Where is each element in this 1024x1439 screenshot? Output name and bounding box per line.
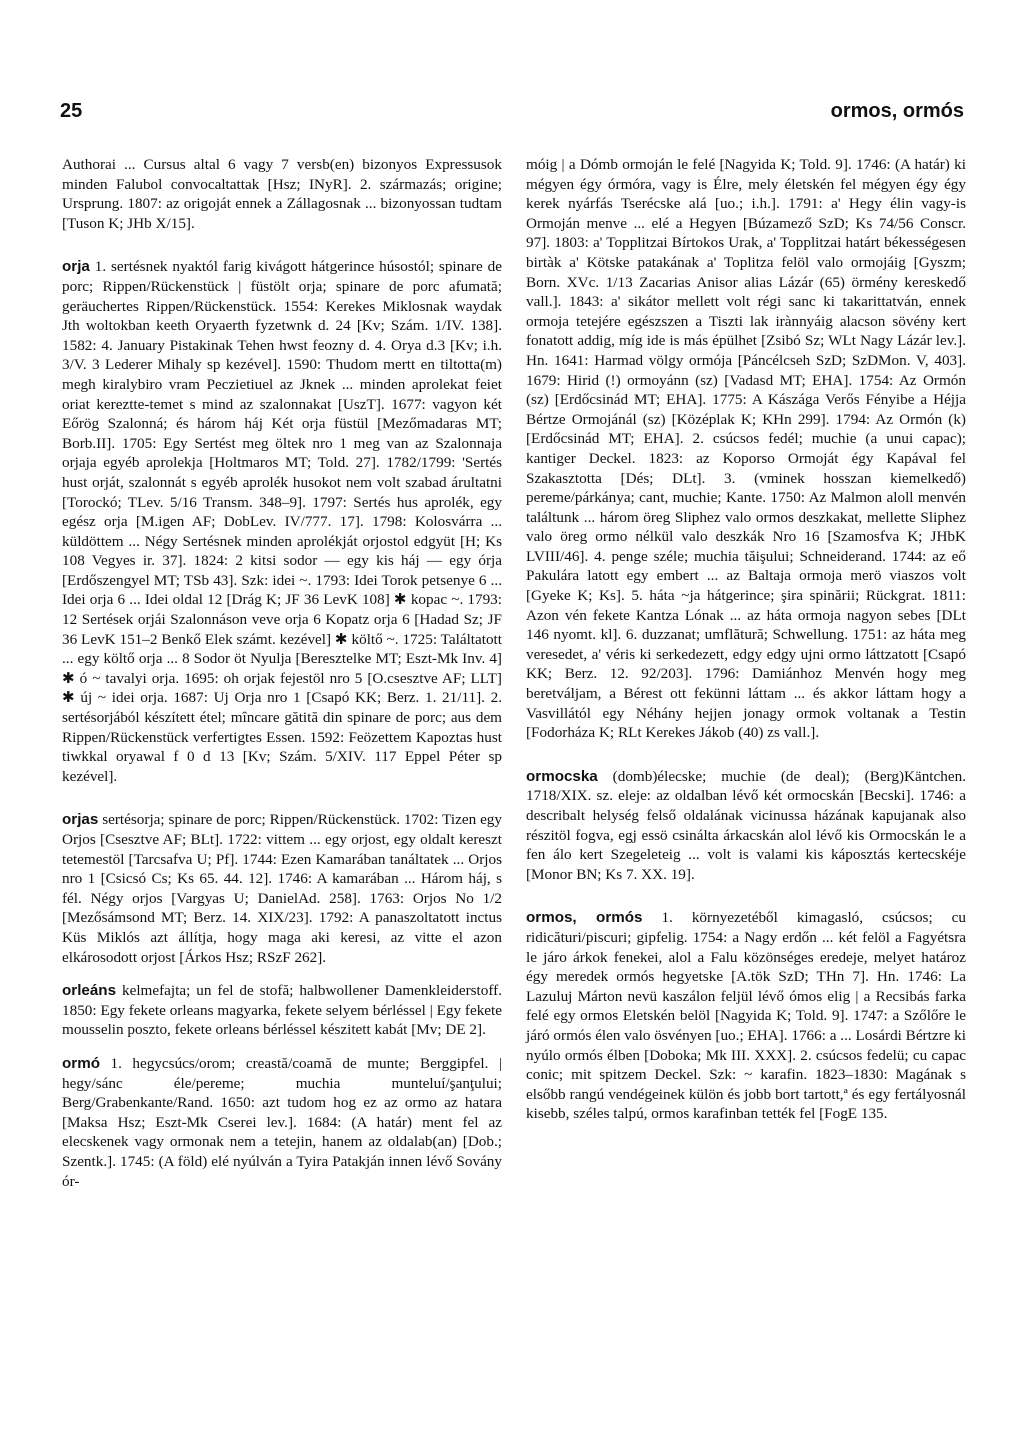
entry-text: 1. hegycsúcs/orom; creastă/coamă de munte; Berggipfel. | hegy/sánc éle/pereme; muchia munteluí/şanţului; Berg/Grabenkante/Rand. 1650: azt tudom hog ez az ormo az hatara [Maksa Hsz; Eszt-Mk Cserei lev.]. 1684: (A határ) ment fel az elecskenek vagy ormonak nem a tetejin, hanem az oldalab(an) [Dob.; Szentk.]. 1745: (A föld) elé nyúlván a Tyira Patakján innen lévő Sovány ór- — [62, 1054, 502, 1190]
entry-text: (domb)élecske; muchie (de deal); (Berg)Käntchen. 1718/XIX. sz. eleje: az oldalban lévő két ormocskán [Becski]. 1746: a describalt helység felső oldalának vicinussa házának kapujanak also részitöl fogva, egj essö csinálta árkacskán alol lévő kis Ormocskán le a fen álo kert Szegeleteig ... volt is valami kis káposztás kertecskéje [Monor BN; Ks 7. XX. 19]. — [526, 767, 966, 883]
entry-text: Authorai ... Cursus altal 6 vagy 7 versb(en) bizonyos Expressusok minden Falubol convocaltattak [Hsz; INyR]. 2. származás; origine; Ursprung. 1807: az origoját ennek a Zállagosnak ... bizonyossan tudtam [Tuson K; JHb X/15]. — [62, 156, 502, 232]
dictionary-entry — [62, 981, 502, 1040]
running-head: ormos, ormós — [830, 100, 964, 122]
dictionary-entry — [62, 257, 502, 786]
left-column — [62, 155, 502, 1205]
entry-headword: orleáns — [62, 982, 117, 1000]
entry-headword: orja — [62, 258, 90, 276]
entry-text: sertésorja; spinare de porc; Rippen/Rückenstück. 1702: Tizen egy Orjos [Csesztve AF; BLt]. 1722: vittem ... egy orjost, egy oldalt kereszt tetemestöl [Tarcsafva U; Pf]. 1744: Ezen Kamarában tanáltatek ... Orjos nro 1 [Csicsó Cs; Ks 65. 44. 12]. 1746: A kamarában ... Három háj, s fél. Négy orjos [Vargyas U; DanielAd. 258]. 1763: Orjos No 1/2 [Mezősámsond MT; Berz. 14. XIX/23]. 1792: A panaszoltatott inctus Küs Miklós azt állítja, hogy maga aki keresi, az vitte el azon elkárosodott orjost [Árkos Hsz; RSzF 262]. — [62, 811, 502, 966]
dictionary-entry — [526, 908, 966, 1124]
dictionary-entry — [526, 155, 966, 743]
right-column — [526, 155, 966, 1138]
entry-headword: ormó — [62, 1054, 100, 1072]
dictionary-entry — [62, 810, 502, 967]
dictionary-entry — [526, 767, 966, 885]
entry-headword: orjas — [62, 811, 99, 829]
entry-text: 1. környezetéből kimagasló, csúcsos; cu ridicături/piscuri; gipfelig. 1754: a Nagy erdőn ... két felöl a Fagyétsra le járo árkok fenekei, alol a Falu közönséges eredeje, melyet határoz égy meredek ormós hegyetske [A.tök SzD; THn 7]. Hn. 1746: La Lazuluj Márton nevü kaszálon feljül lévő ómos elig | a Recsibás farka felé egy ormos Eletskén belöl [Nagyida K; Told. 9]. 1747: a Szőlőre le járó ormós élen valo ösvényen [uo.; EHA]. 1766: a ... Losárdi Bértzre ki nyúlo ormós élben [Doboka; Mk III. XXX]. 2. csúcsos fedelü; cu capac conic; mit spitzem Deckel. Szk: ~ karafin. 1823–1830: Magának s elsőbb rangú vendégeinek külön és jobb bort tartott,ª és egy fertályosnál kisebb, széles talpú, ormos karafinban tették fel [FogE 135. — [526, 909, 966, 1123]
dictionary-entry — [62, 1054, 502, 1191]
entry-text: 1. sertésnek nyaktól farig kivágott hátgerince húsostól; spinare de porc; Rippen/Rückenstück | füstölt orja; spinare de porc afumată; geräuchertes Rippen/Rückenstück. 1554: Kerekes Miklosnak waydak Jth woltokban keeth Oryaerth fyzetwnk d. 24 [Kv; Szám. 1/IV. 138]. 1582: 4. January Pistakinak Tehen hwst feozny d. 4. Orya d.3 [Kv; i.h. 3/V. 3 Lederer Mihaly sp kezével]. 1590: Thudom mertt en tiltotta(m) megh kiralybiro vram Peczietiuel az Jknek ... minden aprolekat feiet oriat kereztte-temet s mind az szalonnakat [UszT]. 1677: vagyon két Eőrög Szalonná; és három háj Két orja füstül [Mezőmadaras MT; Borb.II]. 1705: Egy Sertést meg öltek nro 1 meg van az Szalonnaja orjaja egyéb aprolekja [Holtmaros MT; Told. 27]. 1782/1799: 'Sertés hust orját, szalonnát s egyéb aprolék husokot nem volt szabad árultatni [Torockó; TLev. 5/16 Transm. 348–9]. 1797: Sertés hus aprolék, egy egész orja [M.igen AF; DobLev. IV/777. 17]. 1798: Kolosvárra ... küldöttem ... Négy Sertésnek minden aprolékját orjostol edgyüt [H; Ks 108 Vegyes ir. 37]. 1824: 2 kitsi sodor — egy kis háj — egy órja [Erdőszengyel MT; TSb 43]. Szk: idei ~. 1793: Idei Torok petsenye 6 ... Idei orja 6 ... Idei oldal 12 [Drág K; JF 36 LevK 108] ✱ kopac ~. 1793: 12 Sertések orjái Szalonnáson veve orja 6 Kopatz orja 6 [Hadad Sz; JF 36 LevK 151–2 Benkő Elek számt. kezével] ✱ költő ~. 1725: Találtatott ... egy költő orja ... 8 Sodor öt Nyulja [Beresztelke MT; Eszt-Mk Inv. 4] ✱ ó ~ tavalyi orja. 1695: oh orjak fejestöl nro 5 [O.csesztve AF; LLT] ✱ új ~ idei orja. 1687: Uj Orja nro 1 [Csapó KK; Berz. 1. 21/11]. 2. sertésorjából készített étel; mîncare gătită din spinare de porc; aus dem Rippen/Rückenstück verfertigtes Essen. 1592: Feözettem Kapoztas hust tiwkkal oryawal f 0 d 13 [Kv; Szám. 5/XIV. 117 Eppel Péter sp kezével]. — [62, 258, 502, 785]
entry-headword: ormocska — [526, 767, 598, 785]
dictionary-entry — [62, 155, 502, 233]
entry-headword: ormos, ormós — [526, 909, 643, 927]
entry-text: móig | a Dómb ormoján le felé [Nagyida K; Told. 9]. 1746: (A határ) ki mégyen égy órmóra, vagy is Élre, mely életskén fel mégyen égy égy kerek nyárfás Tserécske alá [uo.; i.h.]. 1791: a' Hegy élin vagy-is Ormoján menve ... elé a Hegyen [Búzamező SzD; Ks 74/56 Conscr. 97]. 1803: a' Topplitzai Bírtokos Urak, a' Topplitzai határt békességesen birtàk a' Kötske patakának a' Toplitza felöl valo ormojáig [Gyszm; Born. XVc. 1/13 Zacarias Anisor alias Lázár (65) örmény kereskedő vall.]. 1843: a' sikátor mellett volt régi sanc ki takarittatván, ennek ormoja tetejére egészszen a Tiszti lak irànnyáig alacson sövény kert fonatott addig, míg ide is más épülhet [Zsibó Sz; WLt Nagy Lázár lev.]. Hn. 1641: Harmad völgy ormója [Páncélcseh SzD; SzDMon. V, 403]. 1679: Hirid (!) ormoyánn (sz) [Vadasd MT; EHA]. 1754: Az Ormón (sz) [Erdőcsinád MT; EHA]. 1775: A Kászága Verős Fényibe a Héjja Bértze Ormojánál (sz) [Középlak K; KHn 299]. 1794: Az Ormón (k) [Erdőcsinád MT; EHA]. 2. csúcsos fedél; muchie (a unui capac); kantiger Deckel. 1823: az Koporso Ormoját égy Kapával fel Szakasztotta [Dés; DLt]. 3. (vminek hosszan kiemelkedő) pereme/párkánya; cant, muchie; Kante. 1750: Az Malmon aloll menvén találtunk ... három öreg Sliphez valo ormos deszkakat, mellette Sliphez valo öreg ormo nélkül valo deszkák Nro 16 [Szamosfva K; JHbK LVIII/46]. 4. penge széle; muchia tăişului; Schneiderand. 1744: az eő Pakulára latott egy embert ... az Baltaja ormoja merö viaszos volt [Gyeke K; Ks]. 5. háta ~ja hátgerince; şira spinării; Rückgrat. 1811: Azon vén fekete Kantza Lónak ... az háta ormoja nagyon sebes [DLt 146 nyomt. kl]. 6. duzzanat; umflătură; Schwellung. 1751: az háta meg veresedet, a' véris ki serkedezett, edgy edgy ujni ormo láttzatott [Csapó KK; Berz. 12. 92/203]. 1796: Damiánhoz Menvén hogy meg beretváljam, a Bérest ott fekünni láttam ... és akkor láttam hogy a Vasvillától egy Néhány hejjen jonagy ormok voltanak a Testin [Fodorháza K; RLt Kerekes Jákob (40) zs vall.]. — [526, 156, 966, 742]
page-number: 25 — [60, 100, 83, 122]
entry-text: kelmefajta; un fel de stofă; halbwollener Damenkleiderstoff. 1850: Egy fekete orleans magyarka, fekete selyem bérléssel | Egy fekete mousselin poszto, fekete orleans bérléssel készitett kabát [Mv; DE 2]. — [62, 982, 502, 1039]
